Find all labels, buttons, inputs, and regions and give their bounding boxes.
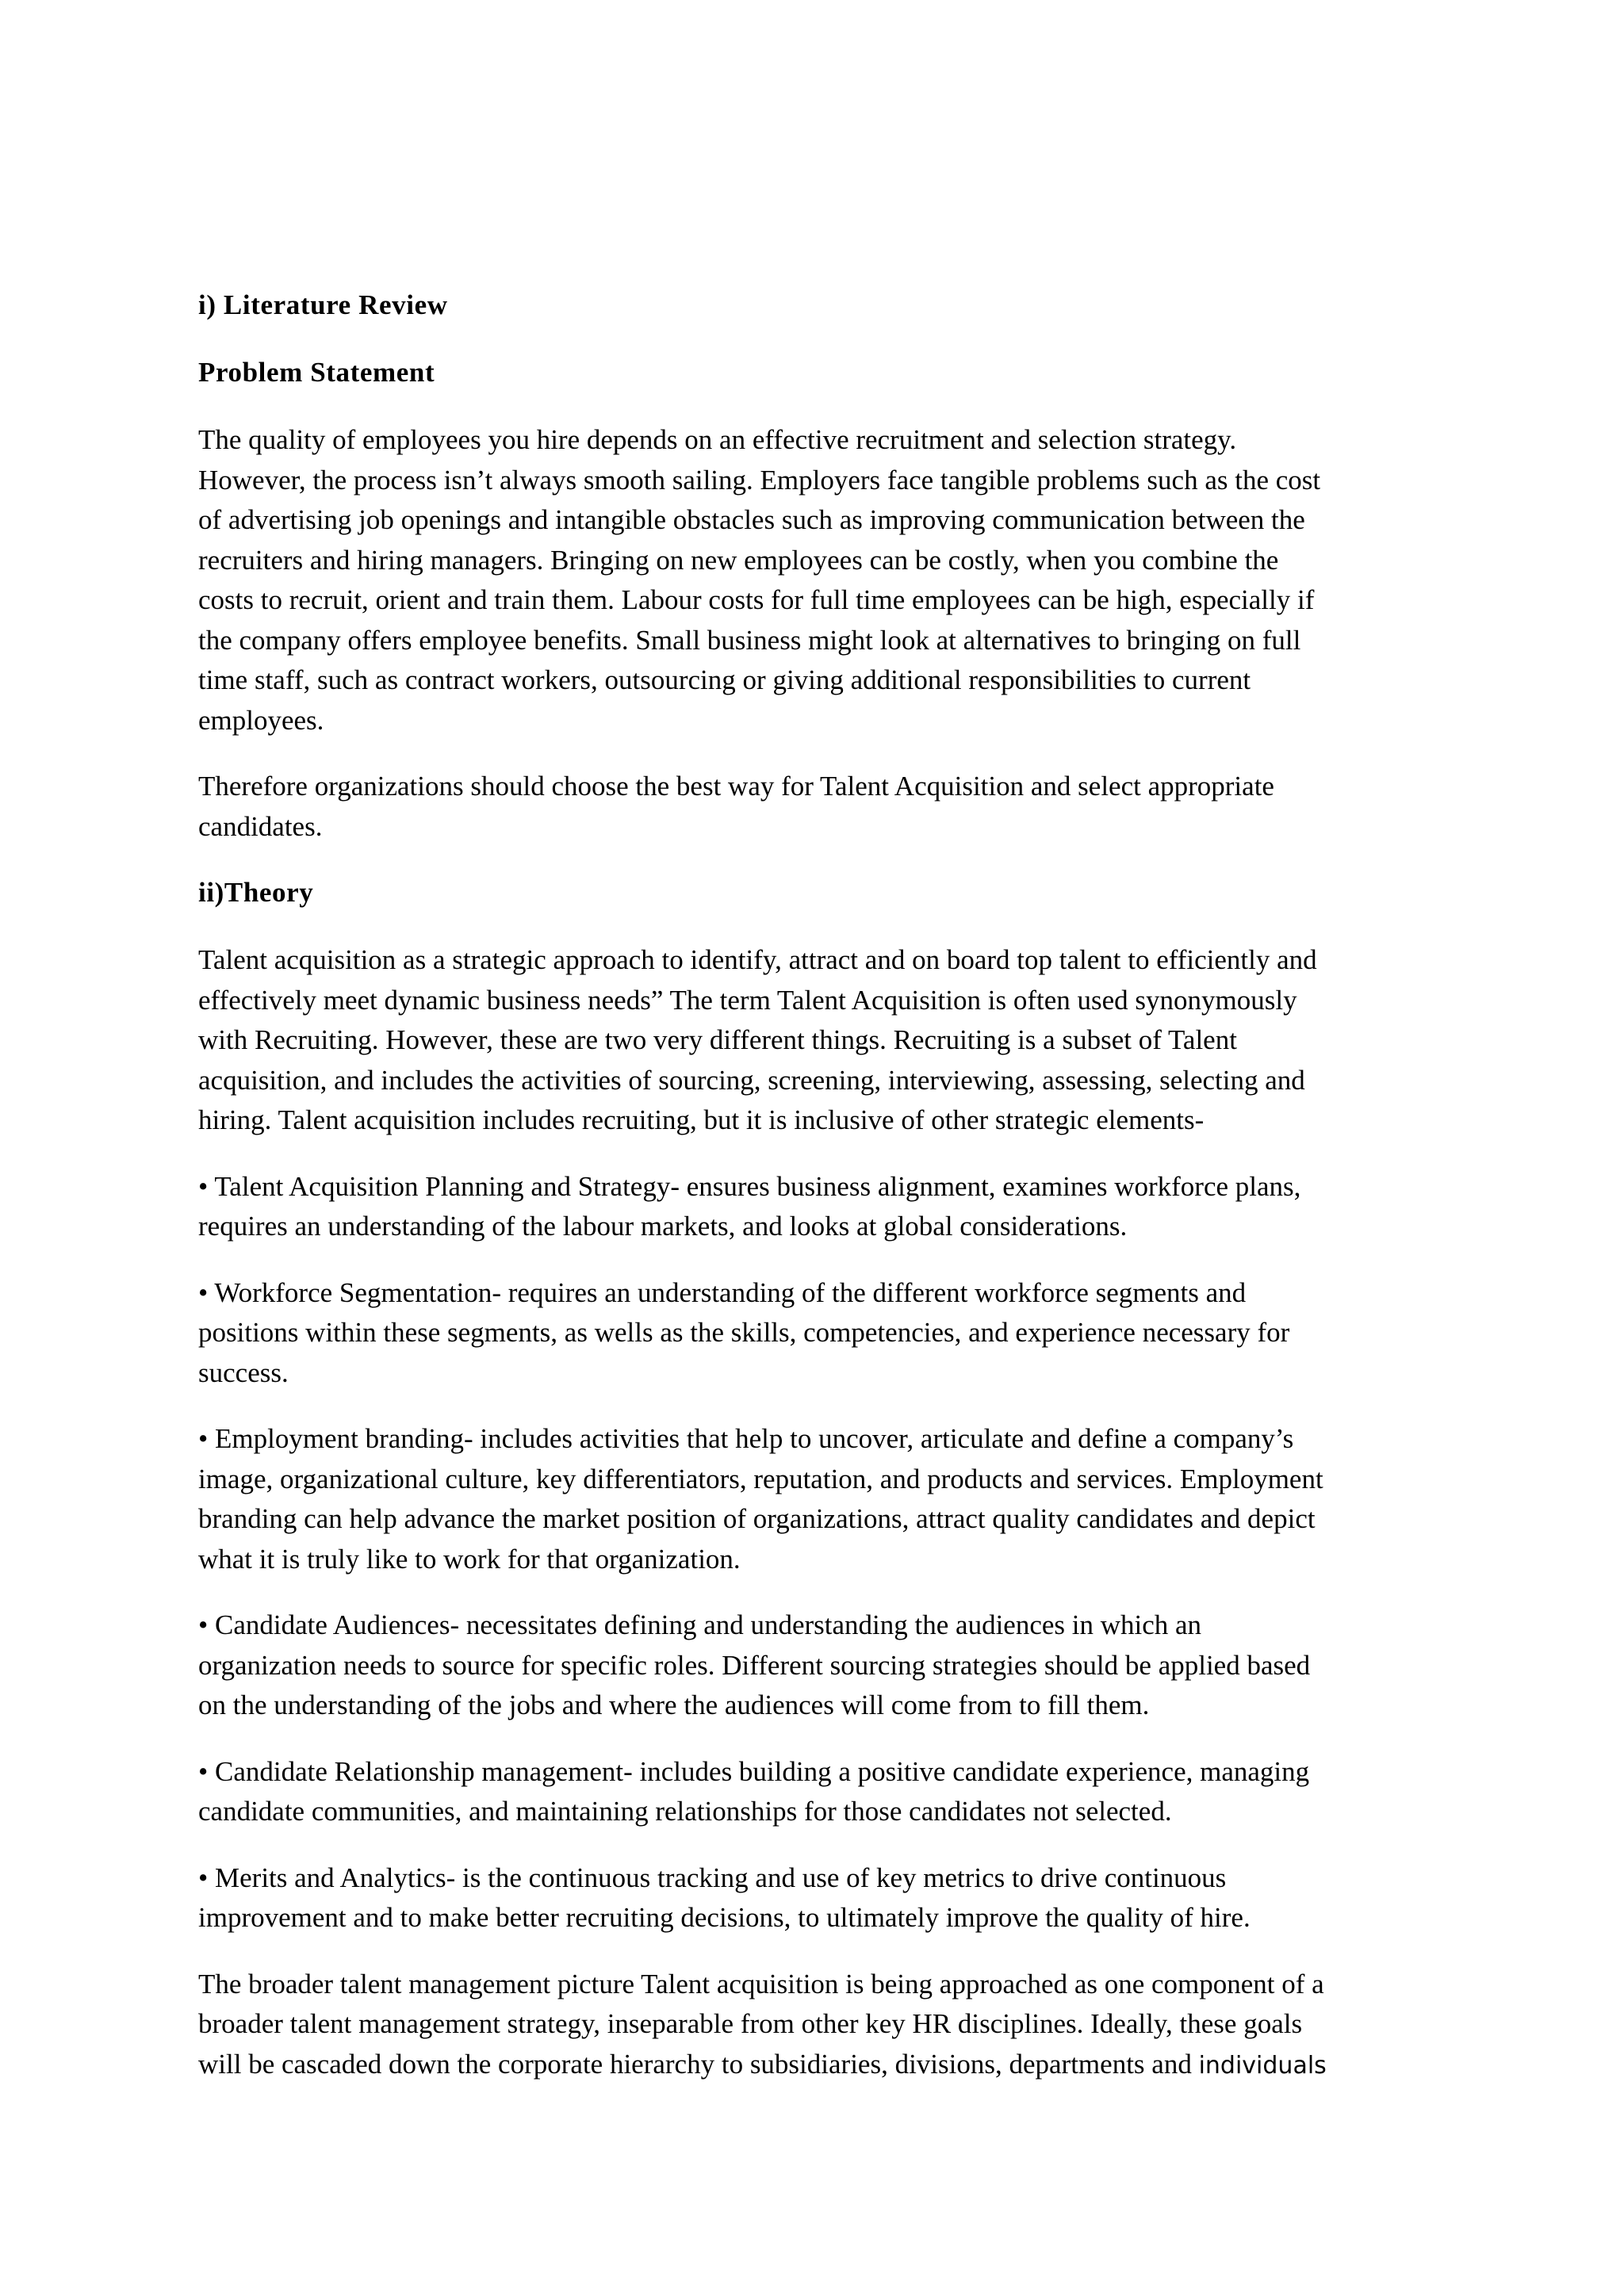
section-heading-literature-review: i) Literature Review [198,289,448,320]
text-line: positions within these segments, as wells as the skills, competencies, and experience necessary for [198,1317,1290,1348]
text-line: effectively meet dynamic business needs” The term Talent Acquisition is often used synonymously [198,984,1297,1016]
section-heading-theory: ii)Theory [198,877,314,908]
text-line: The quality of employees you hire depends on an effective recruitment and selection strategy. [198,424,1237,455]
text-line: costs to recruit, orient and train them. Labour costs for full time employees can be high, especially if [198,584,1315,615]
text-segment-sans: individuals [1198,2051,1327,2080]
text-line: • Employment branding- includes activities that help to uncover, articulate and define a company’s [198,1423,1294,1454]
text-segment: will be cascaded down the corporate hierarchy to subsidiaries, divisions, departments and [198,2048,1199,2080]
paragraph-therefore [198,767,1435,847]
bullet-workforce-segmentation [198,1273,1435,1394]
text-line: with Recruiting. However, these are two very different things. Recruiting is a subset of Talent [198,1024,1237,1055]
text-line: image, organizational culture, key differentiators, reputation, and products and services. Employment [198,1463,1323,1494]
text-line: success. [198,1357,289,1388]
bullet-candidate-audiences [198,1605,1435,1726]
text-line: broader talent management strategy, inseparable from other key HR disciplines. Ideally, these goals [198,2008,1303,2039]
paragraph-problem-statement [198,420,1435,740]
text-line: branding can help advance the market position of organizations, attract quality candidates and depict [198,1503,1316,1534]
text-line: requires an understanding of the labour markets, and looks at global considerations. [198,1211,1128,1242]
text-line: • Workforce Segmentation- requires an understanding of the different workforce segments and [198,1276,1247,1308]
text-line: candidates. [198,810,323,842]
text-line: However, the process isn’t always smooth sailing. Employers face tangible problems such as the cost [198,464,1321,496]
text-line: • Merits and Analytics- is the continuous tracking and use of key metrics to drive continuous [198,1862,1227,1893]
paragraph-broader-talent-management [198,1965,1435,2087]
text-line: what it is truly like to work for that organization. [198,1543,741,1575]
text-line: • Candidate Relationship management- includes building a positive candidate experience, managing [198,1755,1310,1787]
text-line: of advertising job openings and intangible obstacles such as improving communication between the [198,504,1305,535]
text-line: improvement and to make better recruiting decisions, to ultimately improve the quality of hire. [198,1902,1251,1933]
bullet-talent-acquisition-planning [198,1167,1435,1247]
text-line: organization needs to source for specific roles. Different sourcing strategies should be applied based [198,1649,1311,1681]
text-line: the company offers employee benefits. Small business might look at alternatives to bringing on full [198,624,1301,656]
text-line: • Candidate Audiences- necessitates defining and understanding the audiences in which an [198,1609,1202,1640]
text-line-last [198,2045,1435,2087]
paragraph-theory-intro [198,940,1435,1141]
text-line: employees. [198,704,324,736]
text-line: recruiters and hiring managers. Bringing on new employees can be costly, when you combine the [198,544,1279,576]
text-line: Talent acquisition as a strategic approach to identify, attract and on board top talent to efficiently and [198,944,1317,975]
bullet-merits-analytics [198,1858,1435,1938]
text-line: candidate communities, and maintaining relationships for those candidates not selected. [198,1796,1172,1827]
text-line: on the understanding of the jobs and where the audiences will come from to fill them. [198,1689,1150,1720]
text-line: The broader talent management picture Talent acquisition is being approached as one component of a [198,1968,1324,1999]
document-page [198,285,1435,2112]
text-line: time staff, such as contract workers, outsourcing or giving additional responsibilities to current [198,664,1251,695]
text-line: acquisition, and includes the activities of sourcing, screening, interviewing, assessing, selecting and [198,1064,1305,1096]
bullet-candidate-relationship [198,1752,1435,1832]
text-line: • Talent Acquisition Planning and Strategy- ensures business alignment, examines workforce plans, [198,1170,1301,1202]
text-line: Therefore organizations should choose the best way for Talent Acquisition and select appropriate [198,771,1274,802]
section-heading-problem-statement: Problem Statement [198,357,435,388]
text-line: hiring. Talent acquisition includes recruiting, but it is inclusive of other strategic elements- [198,1104,1205,1135]
bullet-employment-branding [198,1419,1435,1579]
